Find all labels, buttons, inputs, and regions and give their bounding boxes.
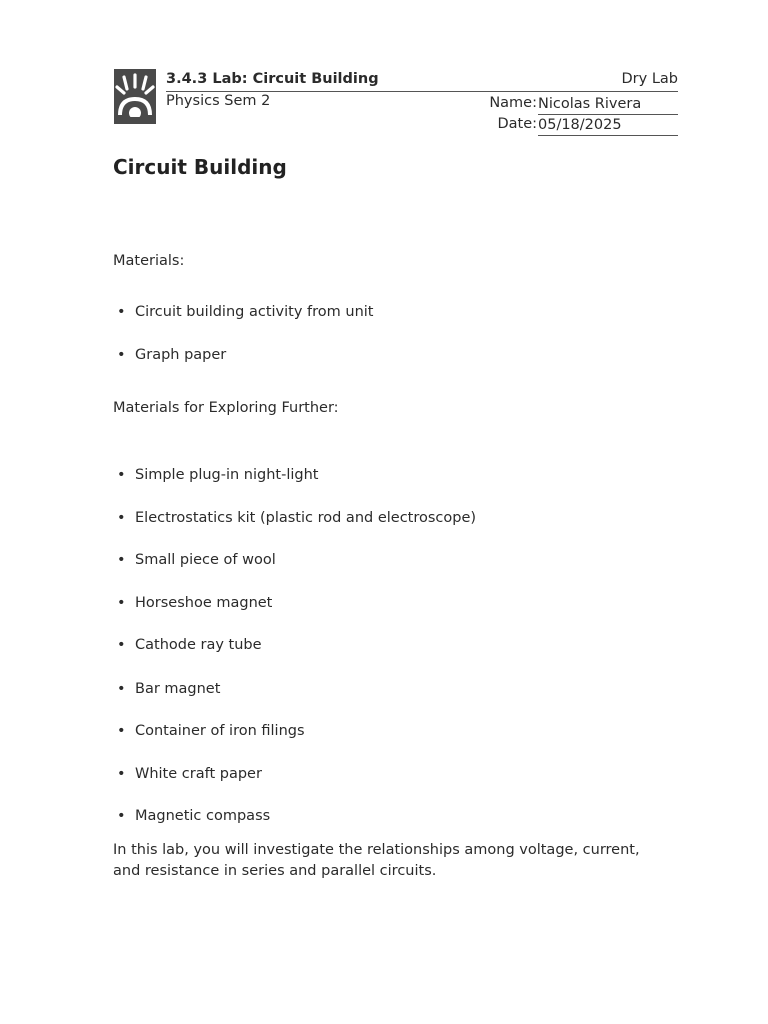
list-item-text: Bar magnet [135, 681, 221, 697]
header-divider [166, 91, 678, 92]
list-item-text: Graph paper [135, 347, 227, 363]
course-name: Physics Sem 2 [166, 93, 271, 109]
bullet-icon: • [117, 347, 126, 363]
bullet-icon: • [117, 681, 126, 697]
list-item-text: White craft paper [135, 766, 262, 782]
list-item-text: Small piece of wool [135, 552, 276, 568]
bullet-icon: • [117, 467, 126, 483]
intro-line-2: and resistance in series and parallel circuits. [113, 863, 437, 879]
list-item-text: Cathode ray tube [135, 637, 262, 653]
bullet-icon: • [117, 637, 126, 653]
bullet-icon: • [117, 595, 126, 611]
bullet-icon: • [117, 552, 126, 568]
list-item-text: Magnetic compass [135, 808, 271, 824]
lab-title: 3.4.3 Lab: Circuit Building [166, 71, 379, 87]
date-label: Date: [497, 116, 537, 132]
list-item-text: Simple plug-in night-light [135, 467, 319, 483]
intro-line-1: In this lab, you will investigate the relationships among voltage, current, [113, 842, 640, 858]
bullet-icon: • [117, 304, 126, 320]
materials-heading: Materials: [113, 253, 185, 269]
sunburst-logo-icon [114, 69, 156, 124]
list-item-text: Horseshoe magnet [135, 595, 273, 611]
intro-paragraph [113, 840, 640, 882]
lab-type: Dry Lab [621, 71, 678, 87]
document-title: Circuit Building [113, 155, 287, 179]
date-field: 05/18/2025 [538, 116, 678, 136]
further-materials-heading: Materials for Exploring Further: [113, 400, 339, 416]
list-item-text: Electrostatics kit (plastic rod and electroscope) [135, 510, 477, 526]
bullet-icon: • [117, 723, 126, 739]
bullet-icon: • [117, 766, 126, 782]
list-item-text: Circuit building activity from unit [135, 304, 374, 320]
bullet-icon: • [117, 808, 126, 824]
name-label: Name: [489, 95, 537, 111]
name-field: Nicolas Rivera [538, 95, 678, 115]
list-item-text: Container of iron filings [135, 723, 305, 739]
bullet-icon: • [117, 510, 126, 526]
